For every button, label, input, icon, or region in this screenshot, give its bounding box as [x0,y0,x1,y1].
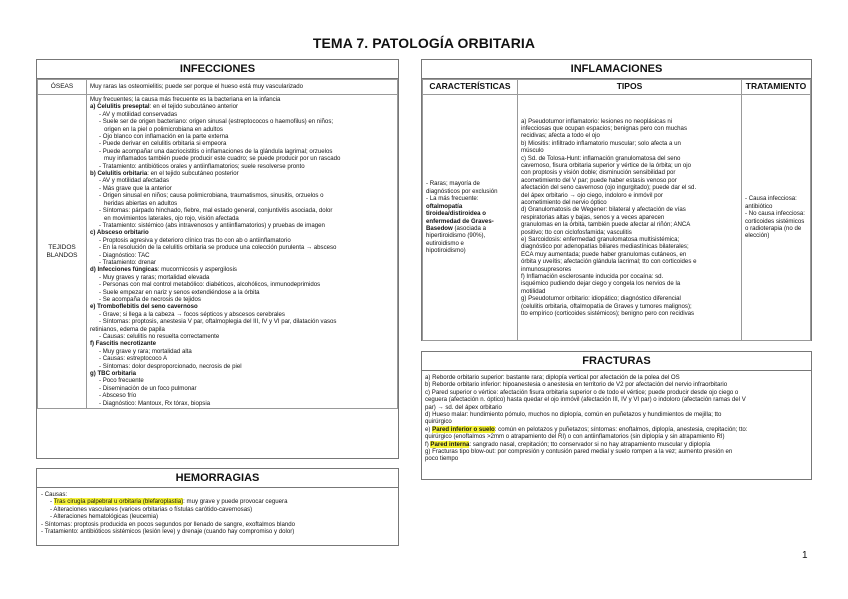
hemorragias-content: - Causas: - Tras cirugía palpebral u orbitaria (blefaroplastia): muy grave y puede provocar ceguera - Alteraciones vasculares (varices orbitarias o fístulas carótido-cavernosas) - Alteraciones hematológicas (leucemia) - Síntomas: proptosis producida en pocos segundos por llenado de sangre, exoftalmos blando - Tratamiento: antibióticos sistémicos (lesión leve) y drenaje (cuando hay compromiso y dolor) [41,491,296,536]
fracturas-box [421,351,812,480]
hemorragias-box [36,468,399,546]
page-title: TEMA 7. PATOLOGÍA ORBITARIA [312,35,536,51]
blandos-row [38,95,398,409]
highlight-pared-inferior: Pared inferior o suelo [432,425,495,433]
caracteristicas-cell: - Raras; mayoría de diagnósticos por exclusión - La más frecuente: oftalmopatía tiroidea/distiroidea o enfermedad de Graves- Basedow (asociada a hipertiroidismo (90%), eutiroidismo e hipotiroidismo) [423,95,518,341]
oseas-label: ÓSEAS [38,80,87,95]
infecciones-box [36,59,399,459]
blandos-label: TEJIDOS BLANDOS [38,95,87,409]
tratamiento-cell: - Causa infecciosa: antibiótico - No causa infecciosa: corticoides sistémicos o radioterapia (no de elección) [742,95,811,341]
highlight-pared-interna: Pared interna [430,440,470,448]
highlight-cirugia: Tras cirugía palpebral u orbitaria (blefaroplastia) [53,498,184,506]
oseas-text: Muy raras las osteomielitis; puede ser porque el hueso está muy vascularizado [87,80,398,95]
col-tratamiento: TRATAMIENTO [742,80,811,95]
blandos-content: Muy frecuentes; la causa más frecuente es la bacteriana en la infancia a) Celulitis preseptal: en el tejido subcutáneo anterior - AV y motilidad conservadas - Suele ser de origen bacteriano: origen sinusal (estreptococos o haemofilus) en niños; origen en la piel o polimicrobiana en adultos - Ojo blanco con inflamación en la parte externa - Puede derivar en celulitis orbitaria si empeora - Puede acompañar una dacriocistitis o inflamaciones de la glándula lagrimal; orzuelos muy inflamados también puede producir este cuadro; se puede producir por un rascado - Tratamiento: antibióticos orales y antiinflamatorios; suele resolverse pronto b) Celulitis orbitaria: en el tejido subcutáneo posterior - AV y motilidad afectadas - Más grave que la anterior - Origen sinusal en niños; causa polimicrobiana, traumatismos, sinusitis, orzuelos o heridas abiertas en adultos - Síntomas: párpado hinchado, fiebre, mal estado general, conjuntivitis asociada, dolor en movimientos laterales, ojo rojo, visión afectada - Tratamiento: sistémico (abs intravenosos y antiinflamatorios) y pruebas de imagen c) Absceso orbitario - Proptosis agresiva y deterioro clínico tras tto con ab o antiinflamatorio - En la resolución de la celulitis orbitaria se produce una colección purulenta → absceso - Diagnóstico: TAC - Tratamiento: drenar d) Infecciones fúngicas: mucormicosis y aspergilosis - Muy graves y raras; mortalidad elevada - Personas con mal control metabólico: diabéticos, alcohólicos, inmunodeprimidos - Suele empezar en nariz y senos extendiéndose a la órbita - Se acompaña de necrosis de tejidos e) Tromboflebitis del seno cavernoso - Grave; si llega a la cabeza → focos sépticos y abscesos cerebrales - Síntomas: proptosis, anestesia V par, oftalmoplegia del III, IV y VI par, dilatación vasos retinianos, edema de papila - Causas: celulitis no resuelta correctamente f) Fascitis necrotizante - Muy grave y rara; mortalidad alta - Causas: estreptococo A - Síntomas: dolor desproporcionado, necrosis de piel g) TBC orbitaria - Poco frecuente - Diseminación de un foco pulmonar - Absceso frío - Diagnóstico: Mantoux, Rx tórax, biopsia [87,95,398,409]
inflamaciones-title: INFLAMACIONES [422,60,811,79]
oseas-row [38,80,398,95]
page-number: 1 [802,550,808,561]
inflamaciones-table [422,79,811,341]
infecciones-table [37,79,398,409]
col-caracteristicas: CARACTERÍSTICAS [423,80,518,95]
hemorragias-title: HEMORRAGIAS [37,469,398,488]
fracturas-title: FRACTURAS [422,352,811,371]
col-tipos: TIPOS [518,80,742,95]
inflamaciones-box [421,59,812,341]
infecciones-title: INFECCIONES [37,60,398,79]
fracturas-content: a) Reborde orbitario superior: bastante rara; diplopía vertical por afectación de la polea del OS b) Reborde orbitario inferior: hipoanestesia o anestesia en territorio de V2 por afectación del nervio infraorbitario c) Pared superior o vértice: afectación fisura orbitaria superior o de todo el vértice; puede producir desde ojo ciego o ceguera (afectación n. óptico) hasta quedar el ojo inmóvil (afectación III, IV y VI par) o indoloro (afectación ramas del V par) → sd. del ápex orbitario d) Hueso malar: hundimiento pómulo, muchos no diplopía, común en puñetazos y hundimientos de mejilla; tto quirúrgico e) Pared inferior o suelo: común en pelotazos y puñetazos; síntomas: enoftalmos, diplopía, anestesia, crepitación; tto: quirúrgico (enoftalmos >2mm o atrapamiento del RI) o con antiinflamatorios (sin diplopía y sin atrapamiento RI) f) Pared interna: sangrado nasal, crepitación; tto conservador si no hay atrapamiento muscular y diplopía g) Fracturas tipo blow-out: por compresión y contusión pared medial y suelo rompen a la vez; aumento presión en poco tiempo [425,374,748,463]
tipos-cell: a) Pseudotumor inflamatorio: lesiones no neoplásicas ni infecciosas que ocupan espacios; benignas pero con muchas recidivas; afecta a todo el ojo b) Miositis: infiltrado inflamatorio muscular; solo afecta a un músculo c) Sd. de Tolosa-Hunt: inflamación granulomatosa del seno cavernoso, fisura orbitaria superior y vértice de la órbita; un ojo con proptosis y visión doble; disminución sensibilidad por acometimiento del V par; puede haber estasis venoso por afectación del seno cavernoso (ojo ingurgitado); puede dar el sd. del ápex orbitario → ojo ciego, indoloro e inmóvil por acometimiento del nervio óptico d) Granulomatosis de Wegener: bilateral y afectación de vías respiratorias altas y bajas, senos y a veces aparecen granulomas en la órbita, también puede afectar al riñón; ANCA positivo; tto con ciclofosfamida; vasculitis e) Sarcoidosis: enfermedad granulomatosa multisistémica; diagnóstico por adenopatías biliares mediastínicas bilaterales; ECA muy aumentada; puede haber granulomas cutáneos, en órbita y uveítis; afectación glándula lacrimal; tto con corticoides e inmunosupresores f) Inflamación esclerosante inducida por cocaína: sd. isquémico pudiendo dejar ciego y congela los nervios de la motilidad g) Pseudotumor orbitario: idiopático; diagnóstico diferencial (celulitis orbitaria, oftalmopatía de Graves y tumores malignos); tto empírico (corticoides sistémicos); benigno pero con recidivas [518,95,742,341]
